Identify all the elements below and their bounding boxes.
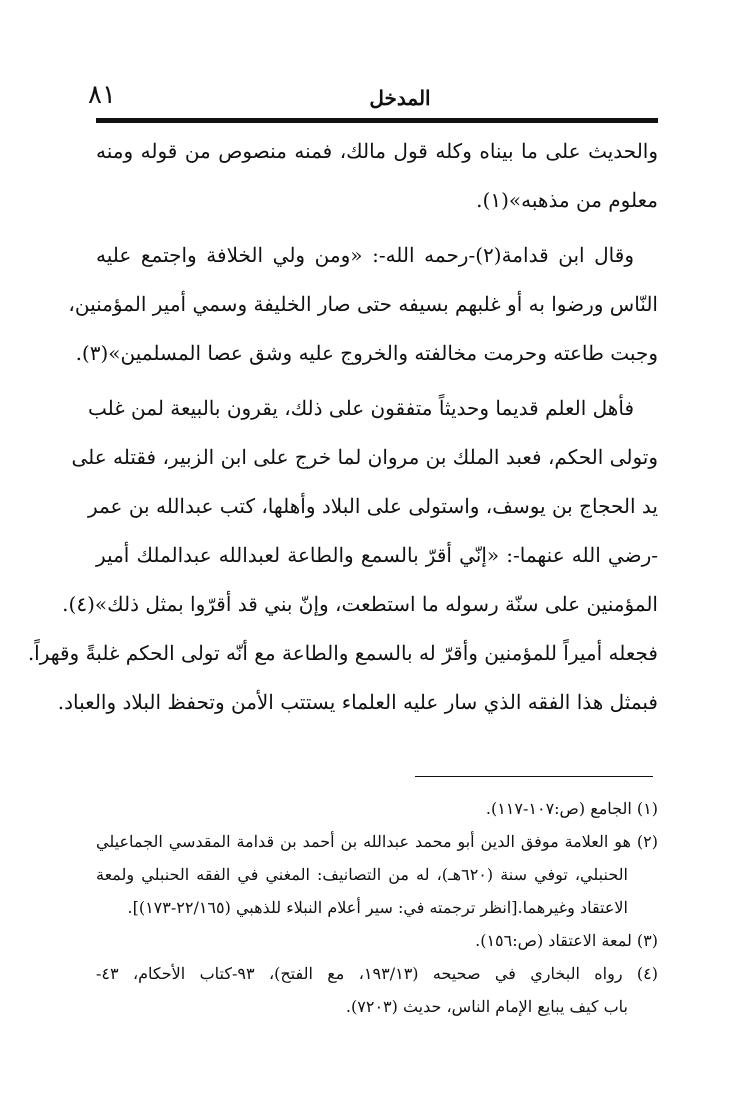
body-line: وجبت طاعته وحرمت مخالفته والخروج عليه وشق عصا المسلمين»(٣).: [75, 341, 658, 365]
body-line: النّاس ورضوا به أو غلبهم بسيفه حتى صار الخليفة وسمي أمير المؤمنين،: [68, 292, 658, 316]
footnote-line: الاعتقاد وغيرهما.[انظر ترجمته في: سير أعلام النبلاء للذهبي (٢٢/١٦٥-١٧٣)].: [127, 898, 628, 917]
body-line: المؤمنين على سنّة رسوله ما استطعت، وإنّ بني قد أقرّوا بمثل ذلك»(٤).: [62, 592, 658, 616]
footnote-line: الحنبلي، توفي سنة (٦٢٠هـ)، له من التصانيف: المغني في الفقه الحنبلي ولمعة: [96, 865, 628, 884]
footnote-line: (١) الجامع (ص:١٠٧-١١٧).: [485, 799, 658, 818]
footnote-line: باب كيف يبايع الإمام الناس، حديث (٧٢٠٣).: [345, 997, 628, 1016]
footnotes: [96, 792, 658, 1023]
footnote-line: (٣) لمعة الاعتقاد (ص:١٥٦).: [475, 931, 658, 950]
page-number: ٨١: [88, 80, 116, 110]
body-line: فجعله أميراً للمؤمنين وأقرّ له بالسمع والطاعة مع أنّه تولى الحكم غلبةً وقهراً.: [27, 641, 658, 665]
body-line: والحديث على ما بيناه وكله قول مالك، فمنه منصوص من قوله ومنه: [96, 139, 658, 163]
body-line: معلوم من مذهبه»(١).: [476, 188, 658, 212]
body-text: [27, 127, 658, 727]
body-line: -رضي الله عنهما-: «إنّي أقرّ بالسمع والطاعة لعبدالله عبدالملك أمير: [96, 543, 658, 567]
body-line: وقال ابن قدامة(٢)-رحمه الله-: «ومن ولي الخلافة واجتمع عليه: [96, 243, 634, 267]
footnote-separator: [415, 776, 653, 777]
running-title: المدخل: [369, 86, 431, 110]
body-line: يد الحجاج بن يوسف، واستولى على البلاد وأهلها، كتب عبدالله بن عمر: [87, 494, 658, 518]
body-line: فأهل العلم قديما وحديثاً متفقون على ذلك، يقرون بالبيعة لمن غلب: [87, 396, 634, 420]
header-rule: [96, 118, 658, 123]
footnote-line: (٤) رواه البخاري في صحيحه (١٩٣/١٣، مع الفتح)، ٩٣-كتاب الأحكام، ٤٣-: [96, 964, 658, 983]
body-line: وتولى الحكم، فعبد الملك بن مروان لما خرج على ابن الزبير، فقتله على: [71, 445, 658, 469]
footnote-line: (٢) هو العلامة موفق الدين أبو محمد عبدالله بن أحمد بن قدامة المقدسي الجماعيلي: [96, 832, 658, 851]
body-line: فبمثل هذا الفقه الذي سار عليه العلماء يستتب الأمن وتحفظ البلاد والعباد.: [57, 690, 658, 714]
